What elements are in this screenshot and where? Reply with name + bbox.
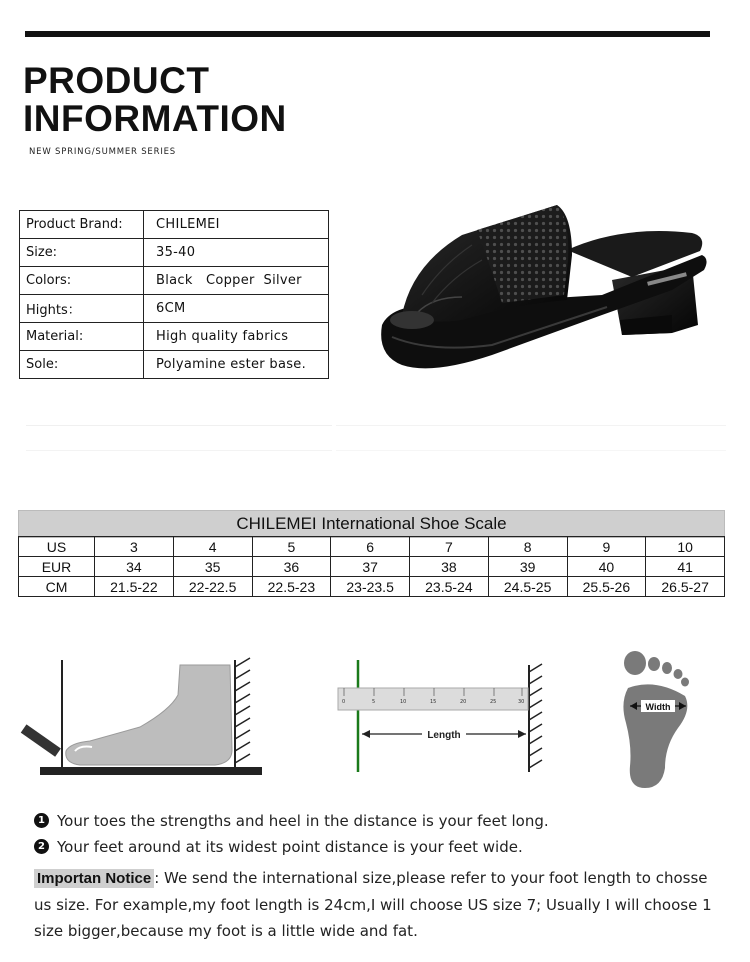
info-row [20, 351, 329, 379]
note-text: Your feet around at its widest point distance is your feet wide. [57, 837, 523, 856]
scale-cell: 8 [488, 537, 567, 557]
ruler-tick-label: 20 [460, 699, 467, 705]
notice-label: Importan Notice [34, 869, 154, 888]
scale-cell: 22.5-23 [252, 577, 331, 597]
info-label: Hights： [20, 295, 144, 323]
scale-cell: 21.5-22 [95, 577, 174, 597]
notice-text: : We send the international size,please refer to your foot length to chosse us size. For example,my foot length is 24cm,I will choose US size 7; Usually I will choose 1 size bigger,because my foot is a little wide and fat. [34, 869, 712, 940]
info-row [20, 239, 329, 267]
scale-row-cm [19, 577, 725, 597]
faint-divider [336, 425, 726, 451]
scale-row-label: US [19, 537, 95, 557]
shoe-scale-table [18, 536, 725, 597]
series-subtitle: NEW SPRING/SUMMER SERIES [29, 147, 176, 157]
note-text: Your toes the strengths and heel in the distance is your feet long. [57, 811, 549, 830]
info-label: Material: [20, 323, 144, 351]
ruler-tick-label: 30 [518, 699, 525, 705]
title-line-1: PRODUCT [23, 60, 210, 101]
width-label: Width [645, 702, 671, 712]
scale-cell: 6 [331, 537, 410, 557]
info-value: CHILEMEI [144, 211, 329, 239]
info-value: 6CM [144, 295, 329, 323]
measurement-notes [34, 808, 724, 944]
scale-cell: 22-22.5 [173, 577, 252, 597]
foot-length-diagram [20, 655, 270, 785]
note-item [34, 808, 724, 833]
info-value: 35-40 [144, 239, 329, 267]
faint-divider [26, 425, 332, 451]
foot-width-diagram [610, 648, 710, 793]
scale-cell: 35 [173, 557, 252, 577]
scale-cell: 38 [410, 557, 489, 577]
title-line-2: INFORMATION [23, 98, 287, 139]
scale-cell: 3 [95, 537, 174, 557]
scale-cell: 5 [252, 537, 331, 557]
product-info-table [19, 210, 329, 379]
scale-row-label: CM [19, 577, 95, 597]
sandal-product-image [372, 185, 712, 395]
info-value: High quality fabrics [144, 323, 329, 351]
info-label: Colors: [20, 267, 144, 295]
scale-cell: 40 [567, 557, 646, 577]
scale-row-eur [19, 557, 725, 577]
info-label: Sole: [20, 351, 144, 379]
shoe-scale-title: CHILEMEI International Shoe Scale [18, 510, 725, 538]
info-value: Black Copper Silver [144, 267, 329, 295]
scale-cell: 34 [95, 557, 174, 577]
info-label: Product Brand: [20, 211, 144, 239]
info-row [20, 323, 329, 351]
scale-cell: 4 [173, 537, 252, 557]
info-row [20, 211, 329, 239]
scale-cell: 24.5-25 [488, 577, 567, 597]
ruler-tick-label: 25 [490, 699, 497, 705]
scale-cell: 25.5-26 [567, 577, 646, 597]
scale-cell: 10 [646, 537, 725, 557]
info-label: Size: [20, 239, 144, 267]
scale-cell: 37 [331, 557, 410, 577]
top-divider [25, 31, 710, 37]
scale-cell: 9 [567, 537, 646, 557]
note-item [34, 834, 724, 859]
scale-cell: 7 [410, 537, 489, 557]
scale-cell: 39 [488, 557, 567, 577]
info-row [20, 267, 329, 295]
page-title [23, 62, 287, 138]
scale-cell: 36 [252, 557, 331, 577]
scale-cell: 26.5-27 [646, 577, 725, 597]
ruler-tick-label: 5 [372, 699, 376, 705]
info-value: Polyamine ester base. [144, 351, 329, 379]
ruler-tick-label: 15 [430, 699, 437, 705]
length-label: Length [427, 730, 461, 741]
ruler-tick-label: 10 [400, 699, 407, 705]
number-one-icon: 1 [34, 813, 49, 828]
info-row [20, 295, 329, 323]
important-notice [34, 865, 724, 944]
scale-cell: 41 [646, 557, 725, 577]
ruler-tick-label: 0 [342, 699, 346, 705]
scale-cell: 23.5-24 [410, 577, 489, 597]
scale-cell: 23-23.5 [331, 577, 410, 597]
scale-row-label: EUR [19, 557, 95, 577]
number-two-icon: 2 [34, 839, 49, 854]
ruler-length-diagram [336, 660, 551, 775]
scale-row-us [19, 537, 725, 557]
